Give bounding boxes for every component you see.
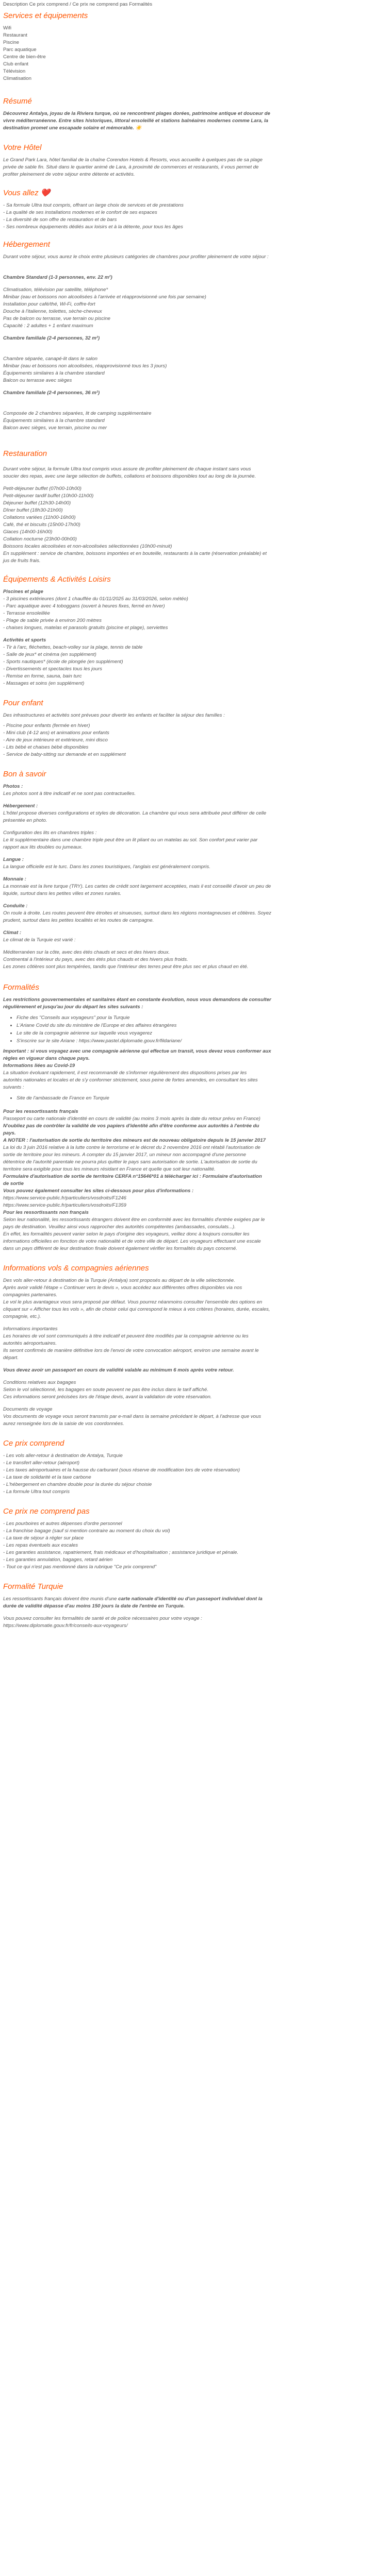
hotel-section (3, 143, 388, 178)
paragraph: Ils seront confirmés de manière définitive lors de l'envoi de votre convocation aéroport, environ une semaine avant le (3, 1348, 259, 1353)
list-item: - Tout ce qui n'est pas mentionné dans la rubrique "Ce prix comprend" (3, 1564, 157, 1570)
paragraph: sortie de territoire pour les mineurs. A compter du 15 janvier 2017, un mineur non accompagné d'une personne (3, 1152, 246, 1158)
list-item: - Le transfert aller-retour (aéroport) (3, 1460, 80, 1466)
paragraph: Vos documents de voyage vous seront transmis par e-mail dans la semaine précédant le départ, à l'adresse que vous (3, 1414, 262, 1419)
list-item: - La diversité de son offre de restauration et de bars (3, 217, 117, 223)
list-item: Parc aquatique (3, 47, 37, 53)
hotel-line: profiter pleinement de votre séjour entre détente et activités. (3, 172, 135, 177)
paragraph: compagnies partenaires. (3, 1292, 58, 1298)
subheading: Vous pouvez également consulter les sites ci-dessous pour plus d'informations : (3, 1188, 194, 1194)
room-heading: Chambre Standard (1-3 personnes, env. 22 m²) (3, 275, 112, 280)
paragraph: pays. (3, 1130, 16, 1136)
room-heading: Chambre familiale (2-4 personnes, 36 m²) (3, 390, 100, 396)
paragraph: Continental à l'intérieur du pays, avec des étés plus chauds et des hivers plus froids. (3, 957, 188, 962)
paragraph: L'hôtel propose diverses configurations et styles de décoration. La chambre qui vous sera attribuée peut différer de celle (3, 810, 267, 816)
services-section (3, 11, 388, 82)
hotel-line: Le Grand Park Lara, hôtel familial de la chaîne Corendon Hotels & Resorts, vous accueille à quelques pas de sa plage (3, 157, 263, 163)
list-item: Dîner buffet (18h30-21h00) (3, 507, 63, 513)
aimerez-title: Vous allez ❤️ (3, 189, 51, 197)
bonasavoir-section (3, 770, 388, 971)
paragraph: La situation évoluant rapidement, il est recommandé de s'informer régulièrement des dispositions prises par les (3, 1070, 247, 1076)
hebergement-title: Hébergement (3, 240, 50, 249)
paragraph: Méditerranéen sur la côte, avec des étés chauds et secs et des hivers doux. (3, 950, 170, 955)
paragraph: régulièrement et jusqu'au jour du départ les sites suivants : (3, 1004, 143, 1010)
list-item: - Parc aquatique avec 4 toboggans (ouvert à heures fixes, fermé en hiver) (3, 603, 165, 609)
paragraph: durée de validité dépasse d'au moins 150 jours la date de l'entrée en Turquie. (3, 1603, 185, 1609)
formturquie-title: Formalité Turquie (3, 1582, 63, 1591)
list-item: - Divertissements et spectacles tous les jours (3, 666, 102, 672)
formalites-links (3, 1014, 388, 1045)
resume-line: Découvrez Antalya, joyau de la Riviera turque, où se rencontrent plages dorées, patrimoine antique et douceur de (3, 111, 270, 116)
list-item: - Tir à l'arc, fléchettes, beach-volley sur la plage, tennis de table (3, 645, 143, 650)
paragraph: aurez renseignée lors de la saisie de vos coordonnées. (3, 1421, 124, 1427)
room-line: Installation pour café/thé, Wi-Fi, coffre-fort (3, 301, 95, 307)
list-item: En supplément : service de chambre, boissons importées et en bouteille, restaurants à la carte (réservation préalable) et (3, 551, 267, 556)
services-list (3, 25, 388, 82)
paragraph: informations officielles en fonction de votre nationalité et de votre ville de départ. Les voyageurs effectuant une escale (3, 1239, 261, 1244)
paragraph: Formulaire d'autorisation de sortie de territoire CERFA n°15646*01 à télécharger ici : Formulaire d'autorisation (3, 1174, 262, 1179)
list-item: - Les garanties annulation, bagages, retard aérien (3, 1557, 113, 1563)
resume-title: Résumé (3, 97, 32, 106)
paragraph: La loi du 3 juin 2016 relative à la lutte contre le terrorisme et le décret du 2 novembre 2016 ont rétabli l'autorisation de (3, 1145, 260, 1150)
link[interactable]: https://www.service-public.fr/particuliers/vosdroits/F1246 (3, 1195, 126, 1201)
hotel-line: privée de sable fin. Situé dans le quartier animé de Lara, à proximité de commerces et restaurants, il vous permet de (3, 164, 259, 170)
list-item: Climatisation (3, 76, 31, 81)
enfant-title: Pour enfant (3, 699, 43, 707)
subheading: Conditions relatives aux bagages (3, 1380, 76, 1385)
paragraph: Des vols aller-retour à destination de la Turquie (Antalya) sont proposés au départ de la ville sélectionnée. (3, 1278, 235, 1283)
list-item: - Sports nautiques* (école de plongée (en supplément) (3, 659, 123, 665)
subheading: Informations liées au Covid-19 (3, 1063, 75, 1069)
paragraph: Les restrictions gouvernementales et sanitaires étant en constante évolution, nous vous demandons de consulter (3, 997, 271, 1003)
subheading: Pour les ressortissants français (3, 1109, 78, 1114)
list-item: - Les garanties assistance, rapatriement, frais médicaux et d'hospitalisation ; assistance juridique et pénale. (3, 1550, 239, 1555)
restauration-section (3, 449, 388, 565)
aimerez-section (3, 189, 388, 231)
list-item: - La taxe de solidarité et la taxe carbone (3, 1475, 91, 1480)
paragraph: Selon le vol sélectionné, les bagages en soute peuvent ne pas être inclus dans le tarif affiché. (3, 1387, 208, 1393)
list-item: - Sa formule Ultra tout compris, offrant un large choix de services et de prestations (3, 202, 184, 208)
resume-line: vivre méditerranéenne. Entre sites historiques, littoral ensoleillé et stations balnéaires modernes comme Lara, la (3, 118, 268, 124)
subheading: Langue : (3, 857, 24, 862)
subheading: Conduite : (3, 903, 28, 909)
paragraph: Vous devez avoir un passeport en cours de validité valable au minimum 6 mois après votre retour. (3, 1367, 234, 1373)
paragraph: autorités aéroportuaires. (3, 1341, 57, 1346)
link-item[interactable]: • S'inscrire sur le site Ariane : https://www.pastel.diplomatie.gouv.fr/fildariane/ (17, 1037, 388, 1045)
room-line: Capacité : 2 adultes + 1 enfant maximum (3, 323, 93, 329)
link-item[interactable]: • Site de l'ambassade de France en Turquie (17, 1094, 388, 1102)
bonasavoir-title: Bon à savoir (3, 770, 46, 778)
list-item: Déjeuner buffet (12h30-14h00) (3, 500, 71, 506)
room-line: Minibar (eau et boissons non alcoolisées à l'arrivée et réapprovisionné une fois par semaine) (3, 294, 206, 300)
list-item: Wifi (3, 25, 11, 31)
room-line: Pas de balcon ou terrasse, vue terrain ou piscine (3, 316, 110, 321)
paragraph: Configuration des lits en chambres triples : (3, 830, 97, 836)
subheading: Climat : (3, 930, 22, 936)
room-line: Douche à l'italienne, toilettes, sèche-cheveux (3, 309, 102, 314)
list-item: Petit-déjeuner buffet (07h00-10h00) (3, 486, 82, 492)
vols-title: Informations vols & compagnies aériennes (3, 1264, 149, 1273)
paragraph (3, 1596, 388, 1603)
room-line: Composée de 2 chambres séparées, lit de camping supplémentaire (3, 411, 152, 416)
paragraph: Le climat de la Turquie est varié : (3, 937, 76, 943)
subheading: Hébergement : (3, 803, 38, 809)
list-item: - La formule Ultra tout compris (3, 1489, 70, 1495)
room-line: Climatisation, télévision par satellite, téléphone* (3, 287, 108, 293)
room-line: Chambre séparée, canapé-lit dans le salon (3, 356, 97, 362)
list-item: - Ses nombreux équipements dédiés aux loisirs et à la détente, pour tous les âges (3, 224, 183, 230)
subheading: Photos : (3, 784, 23, 789)
paragraph: suivants : (3, 1084, 24, 1090)
list-item: Petit-déjeuner tardif buffet (10h00-11h00) (3, 493, 94, 499)
list-item: - Massages et soins (en supplément) (3, 681, 85, 686)
list-item: - Service de baby-sitting sur demande et en supplément (3, 752, 126, 757)
paragraph: Les horaires de vol sont communiqués à titre indicatif et peuvent être modifiés par la compagnie aérienne ou les (3, 1333, 249, 1339)
subheading: Informations importantes (3, 1326, 58, 1332)
paragraph: Vous pouvez consulter les formalités de santé et de police nécessaires pour votre voyage : (3, 1616, 202, 1621)
nepas-section (3, 1507, 388, 1571)
link-item[interactable]: • L'Ariane Covid du site du ministère de l'Europe et des affaires étrangères (17, 1022, 388, 1029)
subheading: Piscines et plage (3, 589, 43, 595)
list-item: Piscine (3, 40, 19, 45)
paragraph: On roule à droite. Les routes peuvent être étroites et sinueuses, surtout dans les régions montagneuses et côtières. Soyez (3, 910, 271, 916)
tab-links: Description Ce prix comprend / Ce prix ne comprend pas Formalités (3, 2, 152, 7)
resume-section (3, 97, 388, 132)
hebergement-section (3, 240, 388, 432)
paragraph: règles en vigueur dans chaque pays. (3, 1056, 90, 1061)
enfant-section (3, 699, 388, 758)
list-item: Télévision (3, 69, 26, 74)
link[interactable]: https://www.service-public.fr/particuliers/vosdroits/F1359 (3, 1202, 126, 1208)
paragraph: prudent, surtout dans les petites localités et les routes de campagne. (3, 918, 154, 923)
list-item: - 3 piscines extérieures (dont 1 chauffée du 01/11/2025 au 31/03/2026, selon météo) (3, 596, 188, 602)
subheading: Monnaie : (3, 876, 26, 882)
paragraph: A NOTER : l'autorisation de sortie du territoire des mineurs est de nouveau obligatoire depuis le 15 janvier 2017 (3, 1138, 266, 1143)
paragraph: Le lit supplémentaire dans une chambre triple peut être un lit pliant ou un matelas au sol. Son confort peut varier par (3, 837, 258, 843)
vols-section (3, 1264, 388, 1428)
text-bold: carte nationale d'identité ou d'un passeport individuel dont la (118, 1596, 263, 1602)
list-item: - La qualité de ses installations modernes et le confort de ses espaces (3, 210, 157, 215)
list-item: - Remise en forme, sauna, bain turc (3, 673, 82, 679)
paragraph: liquide, surtout dans les petites villes et zones rurales. (3, 891, 122, 896)
paragraph: Les photos sont à titre indicatif et ne sont pas contractuelles. (3, 791, 136, 796)
link-item[interactable]: • Fiche des "Conseils aux voyageurs" pour la Turquie (17, 1014, 388, 1022)
hebergement-intro: Durant votre séjour, vous aurez le choix entre plusieurs catégories de chambres pour profiter pleinement de votre séjour : (3, 254, 269, 260)
list-item: - La franchise bagage (sauf si mention contraire au moment du choix du vol) (3, 1528, 170, 1534)
paragraph: présentée en photo. (3, 818, 47, 823)
list-item: - Plage de sable privée à environ 200 mètres (3, 618, 102, 623)
enfant-intro: Des infrastructures et activités sont prévues pour divertir les enfants et faciliter la séjour des familles : (3, 713, 225, 718)
list-item: Collation nocturne (23h00-00h00) (3, 536, 77, 542)
paragraph: cliquant sur « Afficher tous les vols », afin de choisir celui qui correspond le mieux à vos critères (horaires, durée, escales, (3, 1307, 270, 1312)
hotel-title: Votre Hôtel (3, 143, 42, 152)
formalites-title: Formalités (3, 983, 40, 992)
paragraph: de sortie (3, 1181, 24, 1187)
link[interactable]: https://www.diplomatie.gouv.fr/fr/conseils-aux-voyageurs/ (3, 1623, 128, 1629)
list-item: - Aire de jeux intérieure et extérieure, mini disco (3, 737, 108, 743)
subheading: Documents de voyage (3, 1406, 53, 1412)
list-item: - La taxe de séjour à régler sur place (3, 1535, 84, 1541)
paragraph: Passeport ou carte nationale d'identité en cours de validité (au moins 3 mois après la date du retour prévu en France) (3, 1116, 260, 1122)
paragraph: rapport aux lits doubles ou jumeaux. (3, 844, 83, 850)
list-item: - Terrasse ensoleillée (3, 611, 50, 616)
comprend-title: Ce prix comprend (3, 1439, 64, 1448)
list-item: - L'hébergement en chambre double pour la durée du séjour choisie (3, 1482, 152, 1487)
paragraph: Le vol le plus avantageux vous sera proposé par défaut. Vous pourrez néanmoins consulter l'ensemble des options en (3, 1299, 263, 1305)
activites-title: Équipements & Activités Loisirs (3, 575, 111, 584)
page (3, 1, 388, 1630)
list-item: - Les repas éventuels aux escales (3, 1543, 78, 1548)
room-line: Équipements similaires à la chambre standard (3, 370, 105, 376)
list-item: Boissons locales alcoolisées et non-alcoolisées sélectionnées (10h00-minuit) (3, 544, 172, 549)
services-title: Services et équipements (3, 11, 88, 20)
restauration-intro: soucier des repas, avec une large sélection de buffets, collations et boissons disponibles tout au long de la journée. (3, 473, 256, 479)
room-line: Balcon avec sièges, vue terrain, piscine ou mer (3, 425, 107, 431)
list-item: - Salle de jeux* et cinéma (en supplément) (3, 652, 96, 657)
room-heading: Chambre familiale (2-4 personnes, 32 m²) (3, 335, 100, 341)
paragraph: territoire sera exigible pour tous les mineurs résidant en France et quelle que soit leur nationalité. (3, 1166, 216, 1172)
nepas-title: Ce prix ne comprend pas (3, 1507, 90, 1516)
list-item: jus de fruits frais. (3, 558, 41, 564)
activites-section (3, 575, 388, 687)
list-item: - Les vols aller-retour à destination de Antalya, Turquie (3, 1453, 123, 1459)
paragraph: Après avoir validé l'étape « Continuer vers le devis », vous accédez aux différentes offres disponibles via nos (3, 1285, 242, 1291)
restauration-title: Restauration (3, 449, 47, 458)
paragraph: Les zones côtières sont plus tempérées, tandis que l'intérieur des terres peut être plus sec et plus chaud en été. (3, 964, 249, 970)
room-line: Balcon ou terrasse avec sièges (3, 378, 72, 383)
list-item: Club enfant (3, 61, 29, 67)
room-line: Minibar (eau et boissons non alcoolisées, réapprovisionné tous les 3 jours) (3, 363, 167, 369)
list-item: Restaurant (3, 32, 27, 38)
text: Les ressortissants français doivent être munis d'une (3, 1596, 119, 1602)
restauration-intro: Durant votre séjour, la formule Ultra tout compris vous assure de profiter pleinement de chaque instant sans vous (3, 466, 251, 472)
list-item: - Les pourboires et autres dépenses d'ordre personnel (3, 1521, 122, 1527)
paragraph: N'oubliez pas de contrôler la validité de vos papiers d'identité afin d'être conforme aux autorités à l'entrée du (3, 1123, 259, 1129)
paragraph: compagnie, etc.). (3, 1314, 41, 1319)
formalites-section (3, 983, 388, 1252)
list-item: - Lits bébé et chaises bébé disponibles (3, 744, 89, 750)
list-item: - Mini club (4-12 ans) et animations pour enfants (3, 730, 109, 736)
paragraph: départ. (3, 1355, 19, 1361)
link-item[interactable]: • Le site de la compagnie aérienne sur laquelle vous voyagerez (17, 1029, 388, 1037)
room-line: Équipements similaires à la chambre standard (3, 418, 105, 423)
paragraph: dans un pays différent de leur destination finale doivent également vérifier les formalités du pays concerné. (3, 1246, 237, 1251)
list-item: Glaces (14h00-16h00) (3, 529, 53, 535)
paragraph: Ces informations seront précisées lors de l'étape devis, avant la validation de votre réservation. (3, 1394, 212, 1400)
formturquie-section (3, 1582, 388, 1630)
covid-links (3, 1094, 388, 1102)
list-item: - Les taxes aéroportuaires et la hausse du carburant (sous réserve de modification lors de votre réservation) (3, 1467, 240, 1473)
subheading: Pour les ressortissants non français (3, 1210, 89, 1215)
paragraph: Important : si vous voyagez avec une compagnie aérienne qui effectue un transit, vous devez vous conformer aux (3, 1048, 271, 1054)
paragraph: détentrice de l'autorité parentale ne pourra plus quitter le pays sans autorisation de sortie. L'autorisation de sortie du (3, 1159, 257, 1165)
list-item: - Piscine pour enfants (fermée en hiver) (3, 723, 90, 728)
paragraph: Selon leur nationalité, les ressortissants étrangers doivent être en conformité avec les formalités d'entrée exigées par le (3, 1217, 265, 1223)
list-item: Café, thé et biscuits (15h00-17h00) (3, 522, 80, 528)
paragraph: autorités nationales et locales et de s'y conformer strictement, sous peine de fortes amendes, en consultant les sites (3, 1077, 258, 1083)
paragraph: La monnaie est la livre turque (TRY). Les cartes de crédit sont largement acceptées, mais il est conseillé d'avoir un peu de (3, 884, 271, 889)
paragraph: pays de destination. Veuillez ainsi vous rapprocher des autorités compétentes (ambassades, consulats...). (3, 1224, 236, 1230)
paragraph: La langue officielle est le turc. Dans les zones touristiques, l'anglais est généralement compris. (3, 864, 210, 870)
paragraph: En effet, les formalités peuvent varier selon le pays d'origine des voyageurs, veillez donc à toujours consulter les (3, 1231, 250, 1237)
comprend-section (3, 1439, 388, 1496)
list-item: Centre de bien-être (3, 54, 46, 60)
resume-line: destination promet une escapade solaire et mémorable. ☀️ (3, 125, 142, 131)
list-item: Collations variées (11h00-16h00) (3, 515, 76, 520)
list-item: - chaises longues, matelas et parasols gratuits (piscine et plage), serviettes (3, 625, 168, 631)
subheading: Activités et sports (3, 637, 46, 643)
